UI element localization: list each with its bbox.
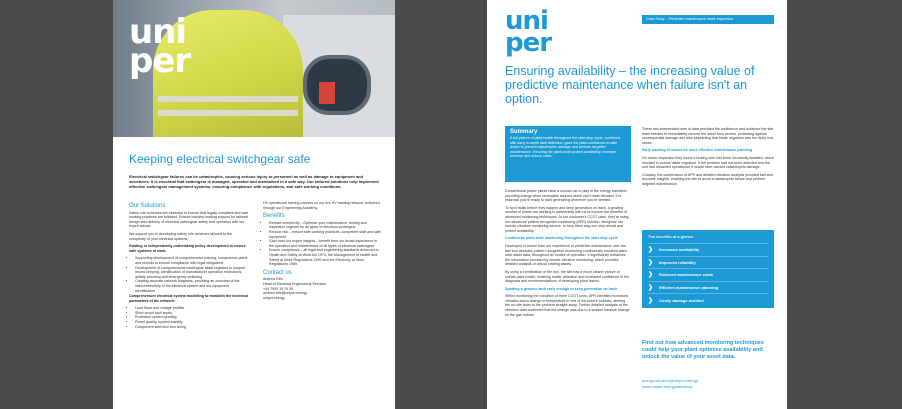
list-item: • Ensure compliance – all legal and engineering standards achieved to Health and Safety at Work Act 1974, the Management of Health and Safety at Work Regulations 1999 and the Electricity at Work Regulations 1989. <box>269 248 381 266</box>
section-heading: Contact us <box>263 269 292 276</box>
list-item: • Power quality, system stability <box>135 320 249 325</box>
list-item: • Reduce risk – ensure safe working practices, competent staff and safe equipment <box>269 230 381 239</box>
subheading: Continuous plant-wide monitoring throughout the start-stop cycle <box>505 236 618 241</box>
paragraph: We support you in developing safety rule schemes tailored to the complexity of your electrical systems. <box>129 231 233 241</box>
chevron-right-icon: ❯ <box>648 272 654 279</box>
jacket-stripe <box>158 96 298 102</box>
benefits-heading: The benefits at a glance <box>648 234 694 239</box>
paragraph: Developed in-house from our experience of predictive maintenance over the last four decades, pattern recognition monitoring continuously monitors plant-wide asset data, throughout all modes of operation. It significantly enhances the information provided by remote vibration monitoring, which provides detailed analysis of critical rotating assets. <box>505 243 628 267</box>
paragraph: Whilst monitoring the condition of three CCGT units, APR identified increased vibration and a change in temperature in one of the plant's turbines, alerting the on-site team to the problem straight away. Further detailed analysis of the vibration data confirmed that the change was due to a sudden balance change on the gas turbine. <box>505 294 630 317</box>
jacket-stripe <box>158 110 298 116</box>
chevron-right-icon: ❯ <box>648 297 654 304</box>
case-study-tag: Case Study – Predictive maintenance blade inspection <box>642 15 774 24</box>
paragraph: HV operational training courses on our live HV training network, delivered through our Engineering Academy. <box>263 201 380 210</box>
contact-links <box>642 378 698 390</box>
bullet-list <box>263 221 381 267</box>
paragraph: By using a combination of the two, the site has a much clearer picture of overall plant health, enabling earlier detection and increased confidence in the diagnosis and recommendations of developing plant issues. <box>505 269 630 284</box>
benefit-item: ❯ Efficient maintenance planning <box>648 281 768 294</box>
email-link[interactable]: energy.services@uniper.energy <box>642 378 699 383</box>
paragraph: To spot faults before they happen and keep generation on track, a growing number of plants are working in partnership with us to explore the benefits of advanced monitoring techniques. At our customer's CCGT plant, they're using our advanced pattern recognition monitoring (APR) solution, alongside our remote vibration monitoring service, to help them stay one step ahead and protect availability. <box>505 205 629 233</box>
chevron-right-icon: ❯ <box>648 247 654 254</box>
warning-tag <box>319 82 335 104</box>
chevron-right-icon: ❯ <box>648 259 654 266</box>
contact-email[interactable]: andrew.ellis@uniper.energy <box>263 291 308 296</box>
right-document-page <box>487 0 787 409</box>
solutions-column <box>129 200 249 329</box>
list-item: • Gain from our expert insights – benefit from our broad experience in the operation and maintenance of all types of electrical switchgear <box>269 239 381 248</box>
paragraph: Safety rule schemes are essential to ensure that legally compliant and safe working practices are followed. Ensure industry-leading support for tailored design and delivery of electrical switchgear safety and operation with our expert advice. <box>129 210 249 229</box>
list-item: • Component selection and sizing <box>135 325 249 330</box>
benefit-item: ❯ Increased availability <box>648 243 768 256</box>
contact-website[interactable]: uniper.energy <box>263 295 285 300</box>
contact-role: Head of Electrical Engineering Services <box>263 281 327 286</box>
summary-heading: Summary <box>510 129 538 135</box>
call-to-action: Find out how advanced monitoring techniques could help your plant optimise availability and unlock the value of your asset data. <box>642 340 764 360</box>
page-title: Keeping electrical switchgear safe <box>129 152 311 166</box>
benefits-box <box>642 230 774 308</box>
chevron-right-icon: ❯ <box>648 285 654 292</box>
bold-paragraph: Comprehensive electrical system modelling to establish the technical parameters of the network: <box>129 294 248 303</box>
bullet-list <box>129 256 249 293</box>
left-document-page <box>113 0 395 409</box>
summary-box <box>505 126 631 182</box>
list-item: • Short circuit fault levels <box>135 311 249 316</box>
paragraph: On closer inspection they found a locking wire had been incorrectly installed, which resulted in turbine blade migration. If the problem had not been detected and the unit had remained operational, it would have caused catastrophic damage. <box>642 155 774 170</box>
benefits-column <box>263 200 381 300</box>
benefit-item: ❯ Costly damage avoided <box>648 293 768 306</box>
bullet-list <box>129 306 249 329</box>
cabinet-window <box>303 55 371 115</box>
article-column-2 <box>642 126 774 190</box>
contact-name: Andrew Ellis <box>263 277 283 282</box>
uniper-logo: uni per <box>129 12 191 81</box>
paragraph: Conventional power plants have a crucial role to play in the energy transition, providing energy when renewable sources alone can't meet demand. It is essential you're ready to start generating whenever you're needed. <box>505 189 628 203</box>
benefit-item: ❯ Reduced maintenance costs <box>648 268 768 281</box>
list-item: • Creating accurate network diagrams, providing an overview of the interconnectivity of the electrical system and aid equipment identification <box>135 279 249 293</box>
intro-paragraph: Electrical switchgear failures can be catastrophic, causing serious injury to personnel as well as damage to equipment and structures. It is essential that switchgear is managed, operated and maintained in a safe way. Our tailored solutions help implement effective switchgear management systems, ensuring compliance with regulations, and safe working conditions. <box>129 174 379 189</box>
paragraph: These two independent sets of data provided the confidence and evidence the site team needed to immediately remove the asset from service, protecting against consequential damage and also pinpointing that blade migration was the likely root cause. <box>642 127 774 145</box>
list-item: • Development of comprehensive switchgear asset registers to support record keeping, identification of manufacturer operation restrictions, activity planning and emergency switching <box>135 266 249 280</box>
benefit-item: ❯ Improved reliability <box>648 256 768 269</box>
page-title: Ensuring availability – the increasing value of predictive maintenance when failure isn't an option. <box>505 64 755 106</box>
paragraph: Crucially, the combination of APR and detailed vibration analysis provided fast and accurate insights, enabling the site to avoid a catastrophic failure and perform targeted maintenance. <box>642 172 773 186</box>
uniper-logo: uni per <box>505 6 552 59</box>
bold-paragraph: Guiding or independently undertaking policy development to ensure safe systems of work. <box>129 244 246 253</box>
article-column-1 <box>505 188 631 320</box>
summary-text: A full picture of plant health throughout the start-stop cycle, combined with early in-depth fault detection, gave the plant confidence to take action to prevent catastrophic damage and perform targeted maintenance. Ensuring the plant could protect availability, increase revenue and reduce costs. <box>510 136 621 159</box>
contact-phone: +44 7909 15 29 55 <box>263 286 294 291</box>
list-item: • Reduce complexity – Optimise your maintenance, testing and inspection regimes for all types of electrical switchgear <box>269 221 381 230</box>
subheading: Spotting a genuine fault early enough to keep generation on track <box>505 286 618 291</box>
section-heading: Benefits <box>263 213 285 220</box>
subheading: Early warning of issues for more effective maintenance planning <box>642 148 753 153</box>
website-link[interactable]: www.uniper.energy/services/ <box>642 384 693 389</box>
list-item: • Supporting development of comprehensive training, competence plans and records to ensure compliance with legal obligations <box>135 256 249 265</box>
list-item: • Protection system grading <box>135 315 249 320</box>
section-heading: Our Solutions <box>129 203 166 209</box>
list-item: • Load flows and voltage profiles <box>135 306 249 311</box>
